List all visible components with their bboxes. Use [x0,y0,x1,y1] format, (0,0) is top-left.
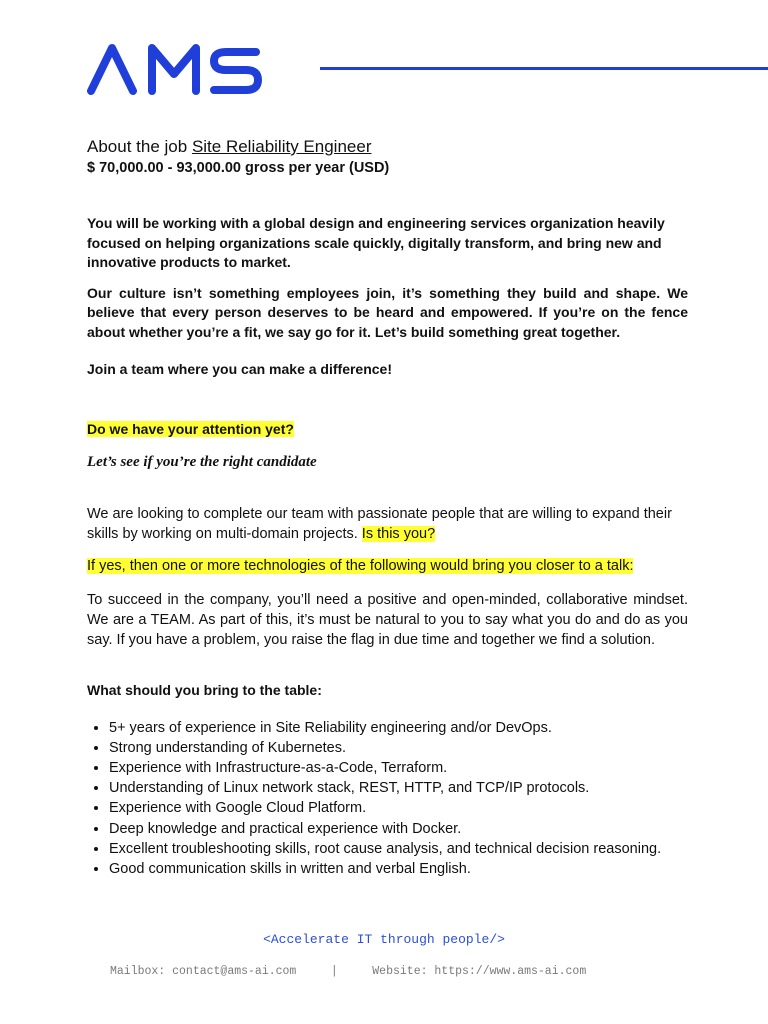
intro-paragraph-2: Our culture isn’t something employees join, it’s something they build and shape. We believe that every person deserves to be heard and empowered. If you’re on the fence about whether you’re a fit, we say go for it. Let’s build something great together. [87,284,688,340]
requirements-heading: What should you bring to the table: [87,682,322,698]
list-item: • Strong understanding of Kubernetes. [109,738,688,758]
list-item: • Deep knowledge and practical experience with Docker. [109,819,688,839]
list-item: • Understanding of Linux network stack, REST, HTTP, and TCP/IP protocols. [109,778,688,798]
salary: $ 70,000.00 - 93,000.00 gross per year (USD) [87,160,390,176]
requirements-list [87,718,688,880]
list-item: • 5+ years of experience in Site Reliability engineering and/or DevOps. [109,718,688,738]
is-this-you-highlight: Is this you? [361,526,436,542]
list-item: • Excellent troubleshooting skills, root cause analysis, and technical decision reasoning. [109,839,688,859]
attention-question [87,420,688,440]
job-title [87,136,688,158]
list-item: • Good communication skills in written and verbal English. [109,859,688,879]
title-prefix: About the job [87,137,188,156]
list-item: • Experience with Infrastructure-as-a-Code, Terraform. [109,758,688,778]
ams-logo [86,40,266,96]
body-paragraph-3: To succeed in the company, you’ll need a positive and open-minded, collaborative mindset. We are a TEAM. As part of this, it’s must be natural to you to say what you do and do as you say. If you have a problem, you raise the flag in due time and together we find a solution. [87,592,688,648]
footer-mailbox[interactable]: Mailbox: contact@ams-ai.com [110,965,297,978]
job-document [87,136,688,879]
attention-question-text: Do we have your attention yet? [87,420,294,437]
title-job-name: Site Reliability Engineer [191,137,372,156]
footer-separator: | [330,965,338,978]
footer-slogan: <Accelerate IT through people/> [263,932,505,947]
header-rule [320,67,768,70]
body-paragraph-2-highlight: If yes, then one or more technologies of the following would bring you closer to a talk: [87,558,634,574]
intro-paragraph-1: You will be working with a global design and engineering services organization heavily focused on helping organizations scale quickly, digitally transform, and bring new and innovative products to market. [87,215,665,270]
body-paragraph-1-text: We are looking to complete our team with passionate people that are willing to expand their skills by working on multi-domain projects. [87,506,672,542]
footer-website[interactable]: Website: https://www.ams-ai.com [372,965,587,978]
intro-paragraph-3: Join a team where you can make a difference! [87,361,393,377]
footer-contact [110,965,586,978]
body-paragraph-1 [87,504,688,544]
attention-subtitle: Let’s see if you’re the right candidate [87,454,317,470]
list-item: • Experience with Google Cloud Platform. [109,798,688,818]
body-paragraph-2 [87,556,688,576]
